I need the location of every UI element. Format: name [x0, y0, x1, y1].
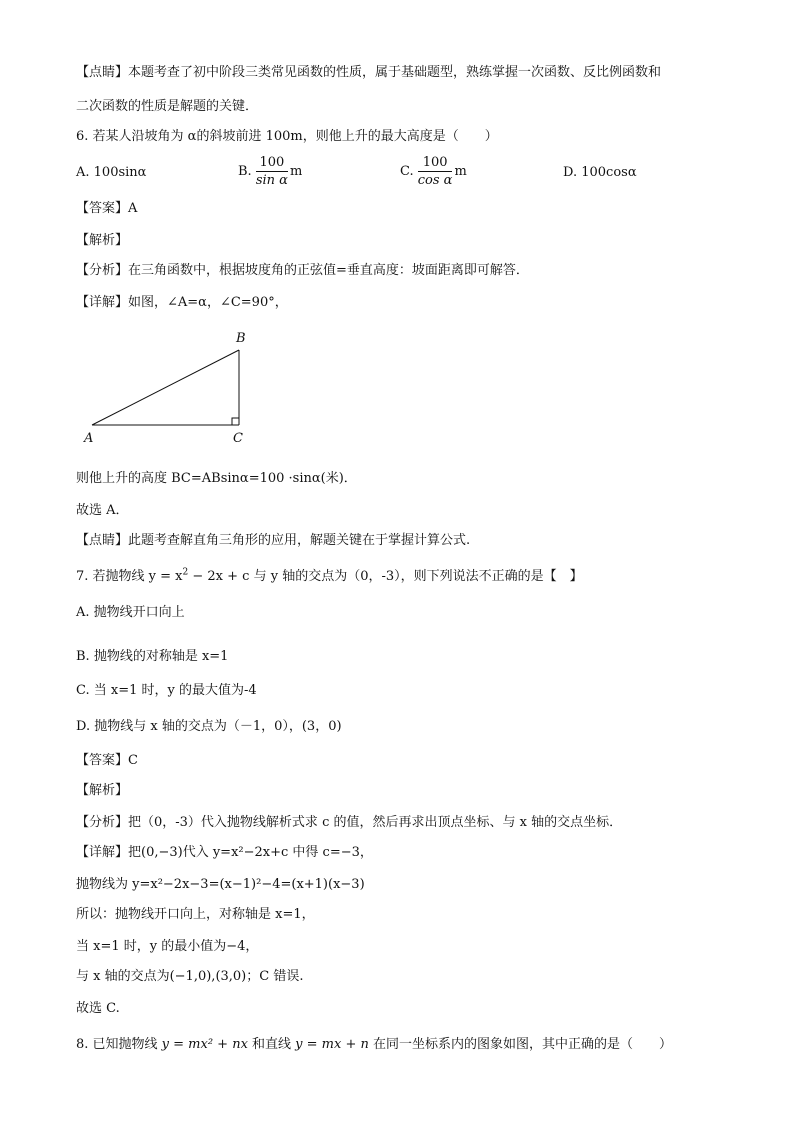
q7-option-a: A. 抛物线开口向上 — [76, 605, 185, 620]
q6-option-b-label: B. — [238, 164, 252, 179]
q6-choice: 故选 A． — [76, 503, 129, 518]
q6-option-c-fraction — [418, 154, 453, 189]
vertex-label-c: C — [233, 431, 243, 446]
q6-option-b-numerator: 100 — [256, 154, 288, 172]
q6-option-c-label: C. — [400, 164, 414, 179]
q8-parabola-formula: y = mx² + nx — [161, 1037, 248, 1052]
q8-line-formula: y = mx + n — [295, 1037, 369, 1052]
q6-detail: 【详解】如图，∠A=α，∠C=90°， — [76, 295, 288, 310]
q6-option-d: D. 100cosα — [563, 165, 637, 180]
q7-parabola-forms: 抛物线为 y=x²−2x−3=(x−1)²−4=(x+1)(x−3) — [76, 877, 365, 892]
right-triangle-figure — [80, 325, 260, 450]
q7-conclusion: 所以：抛物线开口向上，对称轴是 x=1， — [76, 907, 315, 922]
q7-option-d: D. 抛物线与 x 轴的交点为（－1，0），(3，0) — [76, 719, 342, 734]
q6-option-b — [238, 154, 302, 189]
q8-text-end: 在同一坐标系内的图象如图，其中正确的是（ ） — [368, 1037, 673, 1052]
q6-remark: 【点睛】此题考查解直角三角形的应用，解题关键在于掌握计算公式. — [76, 533, 471, 548]
q6-option-c — [400, 154, 467, 189]
q6-option-b-denominator: sin α — [255, 173, 288, 188]
q7-analysis-heading: 【解析】 — [76, 783, 129, 798]
question-8 — [76, 1036, 672, 1054]
q6-analysis-heading: 【解析】 — [76, 233, 129, 248]
q6-option-c-numerator: 100 — [418, 154, 453, 172]
q6-height-formula: 则他上升的高度 BC=ABsinα=100 ·sinα(米)． — [76, 471, 357, 486]
q7-choice: 故选 C. — [76, 1001, 120, 1016]
q7-x-intercepts: 与 x 轴的交点为(−1,0),(3,0)；C 错误. — [76, 969, 304, 984]
q7-exponent: 2 — [182, 567, 189, 578]
q6-option-c-unit: m — [454, 164, 467, 179]
note-paragraph-line2: 二次函数的性质是解题的关键． — [76, 99, 259, 114]
question-6: 6. 若某人沿坡角为 α的斜坡前进 100m，则他上升的最大高度是（ ） — [76, 129, 498, 144]
q6-option-b-unit: m — [289, 164, 303, 179]
q7-option-b: B. 抛物线的对称轴是 x=1 — [76, 649, 229, 664]
vertex-label-a: A — [84, 431, 94, 446]
q7-text-end: − 2x + c 与 y 轴的交点为（0，-3），则下列说法不正确的是【 】 — [188, 569, 583, 584]
q6-option-c-denominator: cos α — [417, 173, 453, 188]
q7-option-c: C. 当 x=1 时，y 的最大值为-4 — [76, 683, 257, 698]
triangle-side-ab — [92, 350, 239, 425]
q7-min-value: 当 x=1 时，y 的最小值为−4， — [76, 939, 259, 954]
q7-detail: 【详解】把(0,−3)代入 y=x²−2x+c 中得 c=−3， — [76, 845, 373, 860]
q8-text-mid: 和直线 — [247, 1037, 296, 1052]
q7-text-start: 7. 若抛物线 y = x — [76, 569, 183, 584]
question-7 — [76, 568, 583, 586]
right-angle-marker — [232, 418, 239, 425]
q6-option-b-fraction — [256, 154, 288, 189]
vertex-label-b: B — [236, 331, 246, 346]
q8-text-start: 8. 已知抛物线 — [76, 1037, 162, 1052]
q6-analysis: 【分析】在三角函数中，根据坡度角的正弦值=垂直高度：坡面距离即可解答． — [76, 263, 529, 278]
q7-answer: 【答案】C — [76, 753, 138, 768]
note-paragraph-line1: 【点睛】本题考查了初中阶段三类常见函数的性质，属于基础题型，熟练掌握一次函数、反比例函数和 — [76, 65, 662, 80]
q6-option-a: A. 100sinα — [76, 165, 147, 180]
q6-answer: 【答案】A — [76, 201, 138, 216]
q7-analysis: 【分析】把（0，-3）代入抛物线解析式求 c 的值，然后再求出顶点坐标、与 x 轴的交点坐标． — [76, 815, 623, 830]
